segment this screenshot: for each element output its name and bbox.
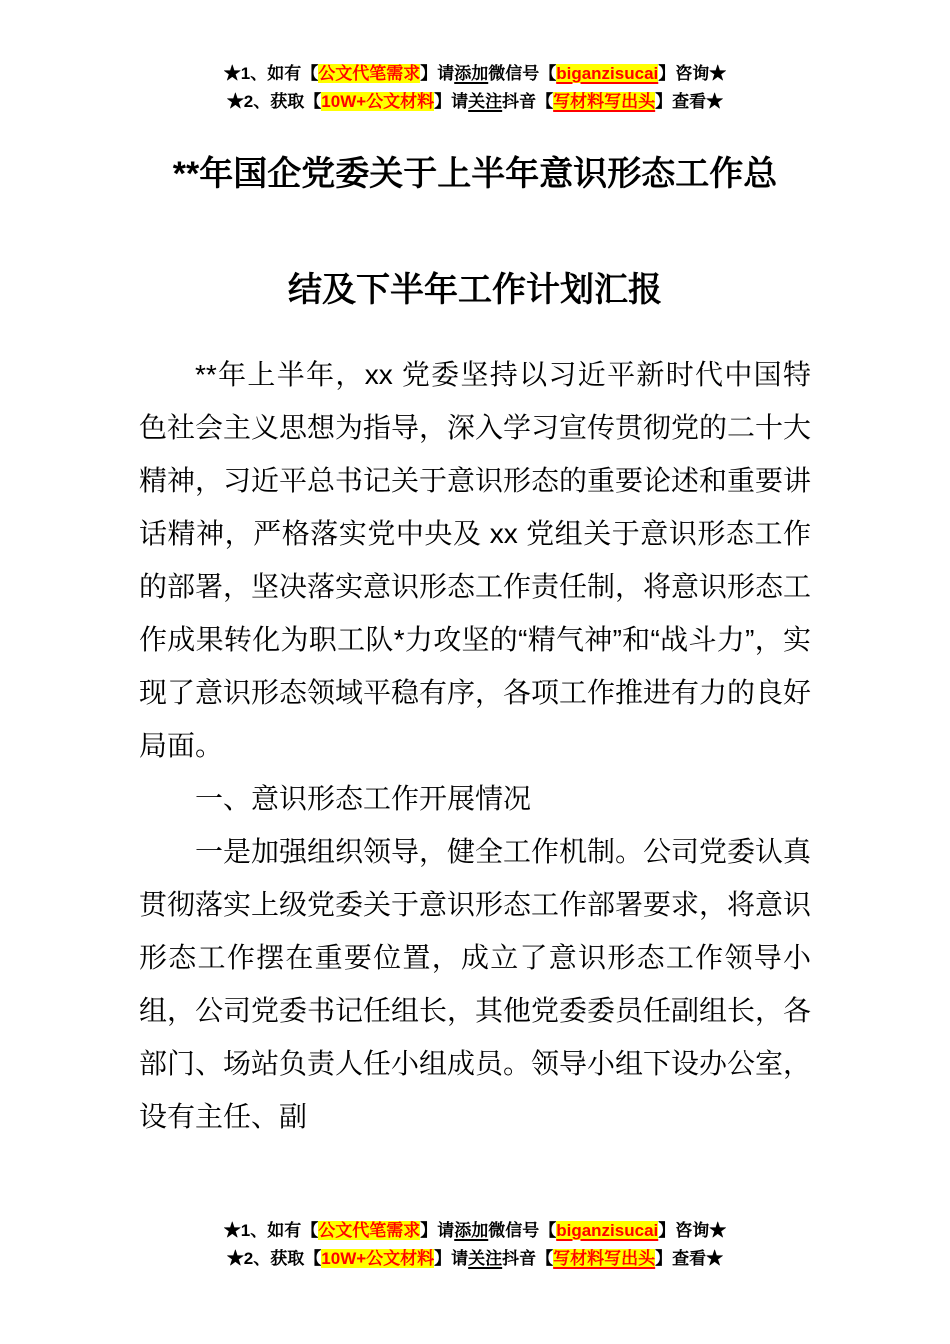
service-phrase-highlight: 公文代笔需求 <box>318 1221 421 1240</box>
wechat-id: biganzisucai <box>556 64 659 83</box>
intro-paragraph: **年上半年，xx 党委坚持以习近平新时代中国特色社会主义思想为指导，深入学习宣传贯彻党的二十大精神，习近平总书记关于意识形态的重要论述和重要讲话精神，严格落实党中央及 xx 党组关于意识形态工作的部署，坚决落实意识形态工作责任制，将意识形态工作成果转化为职工队*力攻坚的“精气神”和“战斗力”，实现了意识形态领域平稳有序，各项工作推进有力的良好局面。 <box>139 359 812 761</box>
promo-banner-bottom <box>0 1217 950 1273</box>
douyin-account: 写材料写出头 <box>553 1249 656 1268</box>
document-title <box>0 116 950 348</box>
banner-text: ★1、如有【 <box>223 1221 319 1240</box>
wechat-id: biganzisucai <box>556 1221 659 1240</box>
banner-text: 】请 <box>434 1249 469 1268</box>
banner-text: 抖音【 <box>502 92 554 111</box>
banner-underlined-word: 关注 <box>468 92 503 111</box>
banner-text: 】请 <box>420 64 455 83</box>
promo-banner-top <box>0 0 950 116</box>
banner-text: 抖音【 <box>502 1249 554 1268</box>
banner-line-1 <box>0 1217 950 1245</box>
banner-text: 】咨询★ <box>658 1221 727 1240</box>
banner-text: ★2、获取【 <box>226 1249 322 1268</box>
material-phrase-highlight: 10W+公文材料 <box>321 1249 435 1268</box>
banner-underlined-word: 添加 <box>454 64 489 83</box>
banner-line-2 <box>0 88 950 116</box>
document-body <box>0 348 950 1143</box>
banner-text: 微信号【 <box>488 64 557 83</box>
banner-text: 微信号【 <box>488 1221 557 1240</box>
banner-underlined-word: 关注 <box>468 1249 503 1268</box>
material-phrase-highlight: 10W+公文材料 <box>321 92 435 111</box>
banner-line-2 <box>0 1245 950 1273</box>
banner-text: ★1、如有【 <box>223 64 319 83</box>
banner-underlined-word: 添加 <box>454 1221 489 1240</box>
banner-text: 】请 <box>420 1221 455 1240</box>
banner-text: 】请 <box>434 92 469 111</box>
document-title-line-2: 结及下半年工作计划汇报 <box>288 271 662 309</box>
service-phrase-highlight: 公文代笔需求 <box>318 64 421 83</box>
banner-line-1 <box>0 60 950 88</box>
document-title-line-1: **年国企党委关于上半年意识形态工作总 <box>172 155 778 193</box>
douyin-account: 写材料写出头 <box>553 92 656 111</box>
banner-text: 】查看★ <box>655 1249 724 1268</box>
banner-text: 】查看★ <box>655 92 724 111</box>
banner-text: 】咨询★ <box>658 64 727 83</box>
section-heading-1: 一、意识形态工作开展情况 <box>195 783 532 814</box>
paragraph-organization-leadership: 一是加强组织领导，健全工作机制。公司党委认真贯彻落实上级党委关于意识形态工作部署要求，将意识形态工作摆在重要位置，成立了意识形态工作领导小组，公司党委书记任组长，其他党委委员任副组长，各部门、场站负责人任小组成员。领导小组下设办公室，设有主任、副 <box>139 836 812 1132</box>
banner-text: ★2、获取【 <box>226 92 322 111</box>
